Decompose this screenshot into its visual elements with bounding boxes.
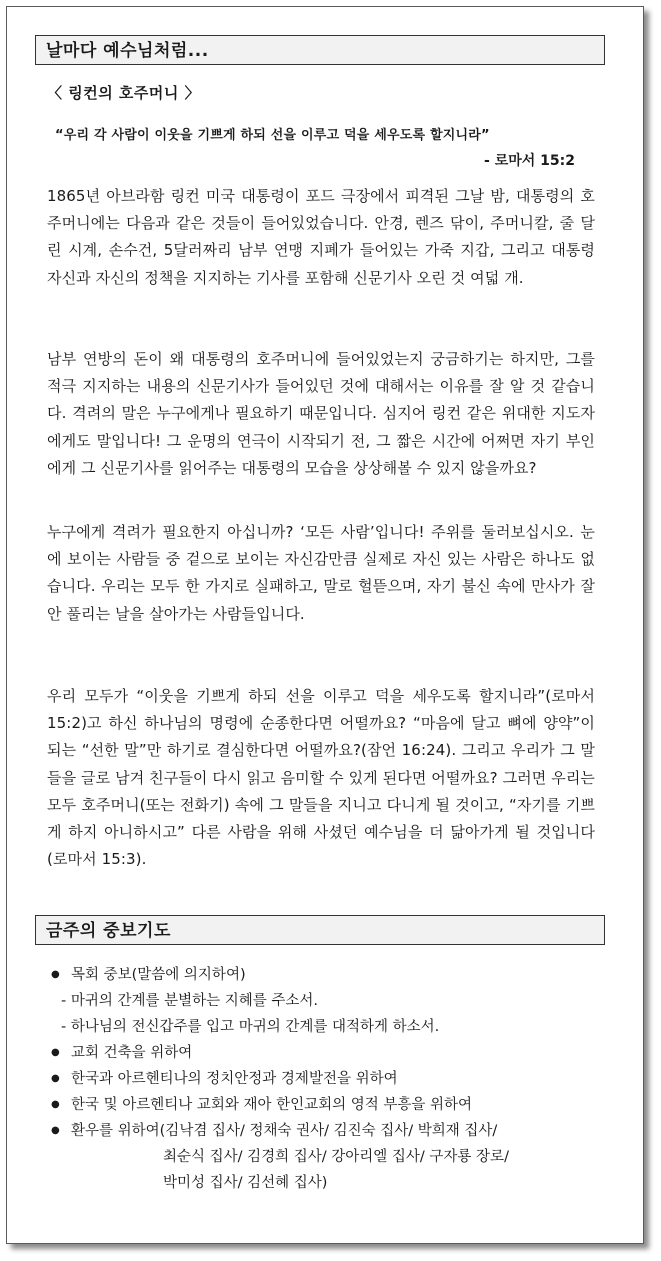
prayer-item-revival: ● 한국 및 아르헨티나 교회와 재아 한인교회의 영적 부흥을 위하여 (51, 1092, 611, 1118)
prayer-item-pastoral: ● 목회 중보(말씀에 의지하여) (51, 962, 611, 988)
scripture-reference: - 로마서 15:2 (484, 153, 575, 169)
prayer-item-church-building: ● 교회 건축을 위하여 (51, 1040, 611, 1066)
scripture-verse: “우리 각 사람이 이웃을 기쁘게 하되 선을 이루고 덕을 세우도록 할지니라” (55, 128, 490, 143)
prayer-patients-cont-1: 최순식 집사/ 김경희 집사/ 강아리엘 집사/ 구자룡 장로/ (163, 1149, 509, 1165)
prayer-subitem-discernment: - 마귀의 간계를 분별하는 지혜를 주소서. (61, 993, 318, 1009)
section-title-daily-devotion: 날마다 예수님처럼... (35, 35, 605, 65)
prayer-item-patients: ● 환우를 위하여(김낙겸 집사/ 정채숙 권사/ 김진숙 집사/ 박희재 집사/ (51, 1118, 611, 1144)
devotion-paragraph-2: 남부 연방의 돈이 왜 대통령의 호주머니에 들어있었는지 궁금하기는 하지만, 그를 적극 지지하는 내용의 신문기사가 들어있던 것에 대해서는 이유를 잘 알 것 같습니다. 격려의 말은 누구에게나 필요하기 때문입니다. 심지어 링컨 같은 위대한 지도자에게도 말입니다! 그 운명의 연극이 시작되기 전, 그 짧은 시간에 어쩌면 자기 부인에게 그 신문기사를 읽어주는 대통령의 모습을 상상해볼 수 있지 않을까요? (47, 350, 595, 477)
prayer-item-nations: ● 한국과 아르헨티나의 정치안정과 경제발전을 위하여 (51, 1066, 611, 1092)
section-title-weekly-prayer: 금주의 중보기도 (35, 915, 605, 945)
devotion-paragraph-3: 누구에게 격려가 필요한지 아십니까? ‘모든 사람’입니다! 주위를 둘러보십시오. 눈에 보이는 사람들 중 겉으로 보이는 자신감만큼 실제로 자신 있는 사람은 하나도 없습니다. 우리는 모두 한 가지로 실패하고, 말로 헐뜯으며, 자기 불신 속에 만사가 잘 안 풀리는 날을 살아가는 사람들입니다. (47, 523, 595, 623)
prayer-subitem-armor: - 하나님의 전신갑주를 입고 마귀의 간계를 대적하게 하소서. (61, 1019, 440, 1035)
prayer-patients-cont-2: 박미성 집사/ 김선혜 집사) (163, 1175, 328, 1191)
bulletin-page (6, 6, 644, 1244)
prayer-list (51, 962, 611, 1196)
devotion-subtitle: 〈 링컨의 호주머니 〉 (47, 84, 201, 102)
devotion-paragraph-1: 1865년 아브라함 링컨 미국 대통령이 포드 극장에서 피격된 그날 밤, 대통령의 호주머니에는 다음과 같은 것들이 들어있었습니다. 안경, 렌즈 닦이, 주머니칼, 줄 달린 시계, 손수건, 5달러짜리 남부 연맹 지폐가 들어있는 가죽 지갑, 그리고 대통령 자신과 자신의 정책을 지지하는 기사를 포함해 신문기사 오린 것 여덟 개. (47, 187, 595, 287)
devotion-paragraph-4: 우리 모두가 “이웃을 기쁘게 하되 선을 이루고 덕을 세우도록 할지니라”(로마서 15:2)고 하신 하나님의 명령에 순종한다면 어떨까요? “마음에 달고 뼈에 양약”이 되는 “선한 말”만 하기로 결심한다면 어떨까요?(잠언 16:24). 그리고 우리가 그 말들을 글로 남겨 친구들이 다시 읽고 음미할 수 있게 된다면 어떨까요? 그러면 우리는 모두 호주머니(또는 전화기) 속에 그 말들을 지니고 다니게 될 것이고, “자기를 기쁘게 하지 아니하시고” 다른 사람을 위해 사셨던 예수님을 더 닮아가게 될 것입니다(로마서 15:3). (47, 687, 595, 869)
